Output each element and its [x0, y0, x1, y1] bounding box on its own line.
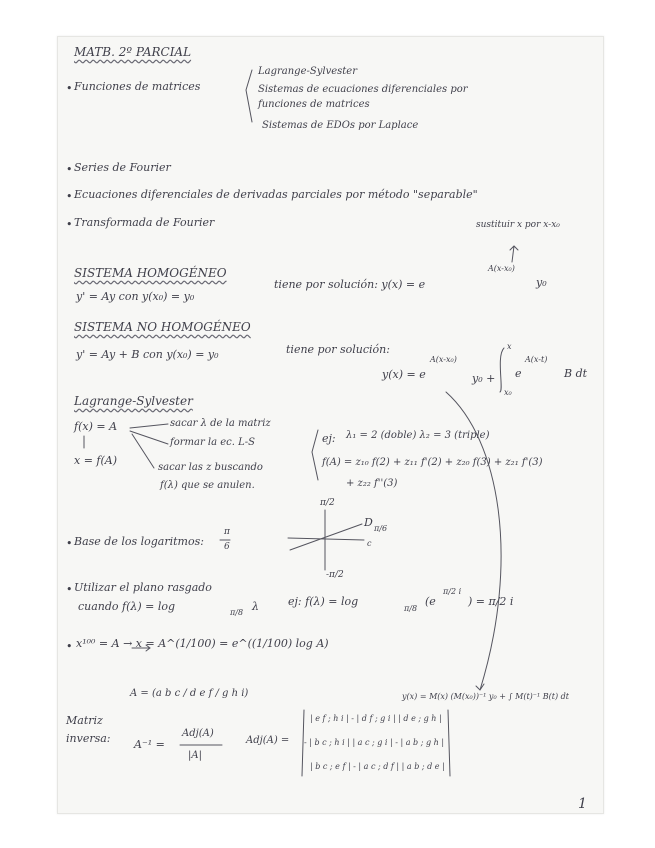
bullet: •: [66, 82, 73, 95]
integral-lower-limit: x₀: [504, 388, 512, 397]
bullet: •: [66, 190, 73, 203]
step-sacar-z-cont: f(λ) que se anulen.: [160, 480, 255, 491]
step-sacar-z: sacar las z buscando: [158, 462, 263, 473]
section-title-no-homogeneo: SISTEMA NO HOMOGÉNEO: [74, 320, 251, 334]
solution-no-homogeneo-label: tiene por solución:: [286, 343, 390, 356]
adj-row-3: | b c ; e f | - | a c ; d f | | a b ; d e |: [310, 762, 445, 771]
y-formula: y(x) = M(x) (M(x₀))⁻¹ y₀ + ∫ M(t)⁻¹ B(t) dt: [402, 692, 569, 701]
subtopic-lagrange: Lagrange-Sylvester: [258, 66, 357, 77]
plano-example-sub: π/8: [404, 604, 418, 613]
adj-numerator: Adj(A): [182, 728, 214, 739]
plano-example: ej: f(λ) = log: [288, 595, 359, 608]
fraction-den: 6: [224, 542, 230, 552]
step-formar-ec: formar la ec. L-S: [170, 437, 255, 448]
page-number: 1: [578, 796, 587, 812]
section-title-homogeneo: SISTEMA HOMOGÉNEO: [74, 266, 227, 280]
fraction-num: π: [224, 527, 230, 537]
axis-label-bottom: -π/2: [326, 570, 344, 580]
log-axis-horizontal: [288, 538, 364, 540]
axis-label-c: c: [367, 539, 372, 548]
lagrange-brace: [312, 430, 318, 480]
plano-line2-sub: π/8: [230, 608, 244, 617]
root-arrow: [132, 645, 150, 651]
f-equals-a: f(x) = A: [74, 420, 118, 433]
adj-row-2: - | b c ; h i | | a c ; g i | - | a b ; g h |: [304, 738, 445, 747]
adj-lhs: Adj(A) =: [246, 735, 290, 746]
topic-transformada: Transformada de Fourier: [74, 216, 215, 229]
fa-expansion-line2: + z₂₂ f''(3): [346, 478, 398, 489]
plano-example-mid: (e: [425, 595, 436, 608]
topic-series-fourier: Series de Fourier: [74, 161, 171, 174]
subtopic-laplace: Sistemas de EDOs por Laplace: [262, 120, 419, 131]
plot-label-sub: π/6: [374, 524, 388, 533]
bullet: •: [66, 537, 73, 550]
homogeneo-arrow: [510, 246, 518, 262]
adj-denominator: |A|: [188, 750, 202, 761]
label-inversa: inversa:: [66, 732, 111, 745]
plano-line2-tail: λ: [252, 600, 259, 613]
base-logaritmos: Base de los logaritmos:: [74, 535, 204, 548]
log-branch-cut: [290, 524, 362, 550]
topic-funciones-matrices: Funciones de matrices: [74, 80, 201, 93]
topics-brace: [246, 70, 252, 122]
equation-no-homogeneo: y' = Ay + B con y(x₀) = y₀: [76, 348, 219, 361]
equation-homogeneo: y' = Ay con y(x₀) = y₀: [76, 290, 195, 303]
solution-no-homogeneo-exp: A(x-x₀): [430, 355, 457, 364]
matrix-a-definition: A = (a b c / d e f / g h i): [130, 688, 249, 699]
root-formula: x¹⁰⁰ = A → x = A^(1/100) = e^((1/100) log A): [76, 637, 329, 650]
x-equals-fa: x = f(A): [74, 454, 118, 467]
integral-tail: B dt: [564, 367, 588, 380]
fa-expansion-line1: f(A) = z₁₀ f(2) + z₁₁ f'(2) + z₂₀ f(3) + z₂₁ f'(3): [322, 457, 543, 468]
label-matriz: Matriz: [66, 714, 103, 727]
section-title-lagrange: Lagrange-Sylvester: [74, 394, 193, 408]
integral-sign: [500, 348, 504, 392]
bullet: •: [66, 218, 73, 231]
bullet: •: [66, 163, 73, 176]
plano-line1: Utilizar el plano rasgado: [74, 581, 212, 594]
plano-line2: cuando f(λ) = log: [78, 600, 176, 613]
integral-upper-limit: x: [507, 342, 512, 351]
plot-label: D: [364, 516, 373, 529]
plano-example-tail: ) = π/2 i: [468, 595, 514, 608]
adj-bracket-left: [302, 710, 304, 776]
solution-homogeneo: tiene por solución: y(x) = e: [274, 278, 426, 291]
curved-arrow: [446, 392, 501, 690]
step-sacar-lambda: sacar λ de la matriz: [170, 418, 271, 429]
axis-label-top: π/2: [320, 498, 335, 508]
example-eigenvalues: λ₁ = 2 (doble) λ₂ = 3 (triple): [346, 430, 490, 441]
page-title: MATB. 2º PARCIAL: [74, 45, 192, 59]
adj-bracket-right: [448, 710, 450, 776]
solution-homogeneo-tail: y₀: [536, 276, 547, 289]
lagrange-arrow-2: [130, 431, 168, 444]
integral-body: e: [515, 367, 522, 380]
solution-no-homogeneo-left: y(x) = e: [382, 368, 426, 381]
topic-edp: Ecuaciones diferenciales de derivadas parciales por método "separable": [74, 188, 478, 201]
subtopic-sistemas-funciones: Sistemas de ecuaciones diferenciales por: [258, 84, 468, 95]
bullet: •: [66, 583, 73, 596]
inverse-lhs: A⁻¹ =: [134, 738, 165, 751]
plano-example-exp: π/2 i: [443, 587, 462, 596]
bullet: •: [66, 640, 73, 653]
solution-homogeneo-exp: A(x-x₀): [488, 264, 515, 273]
solution-no-homogeneo-mid: y₀ +: [472, 372, 496, 385]
lagrange-arrow-3: [132, 434, 154, 468]
integral-exp: A(x-t): [525, 355, 548, 364]
note-sustituir: sustituir x por x-x₀: [476, 220, 560, 230]
example-label: ej:: [322, 432, 336, 445]
adj-row-1: | e f ; h i | - | d f ; g i | | d e ; g h |: [310, 714, 442, 723]
subtopic-sistemas-funciones-cont: funciones de matrices: [258, 99, 370, 110]
lagrange-arrow-1: [130, 424, 168, 428]
